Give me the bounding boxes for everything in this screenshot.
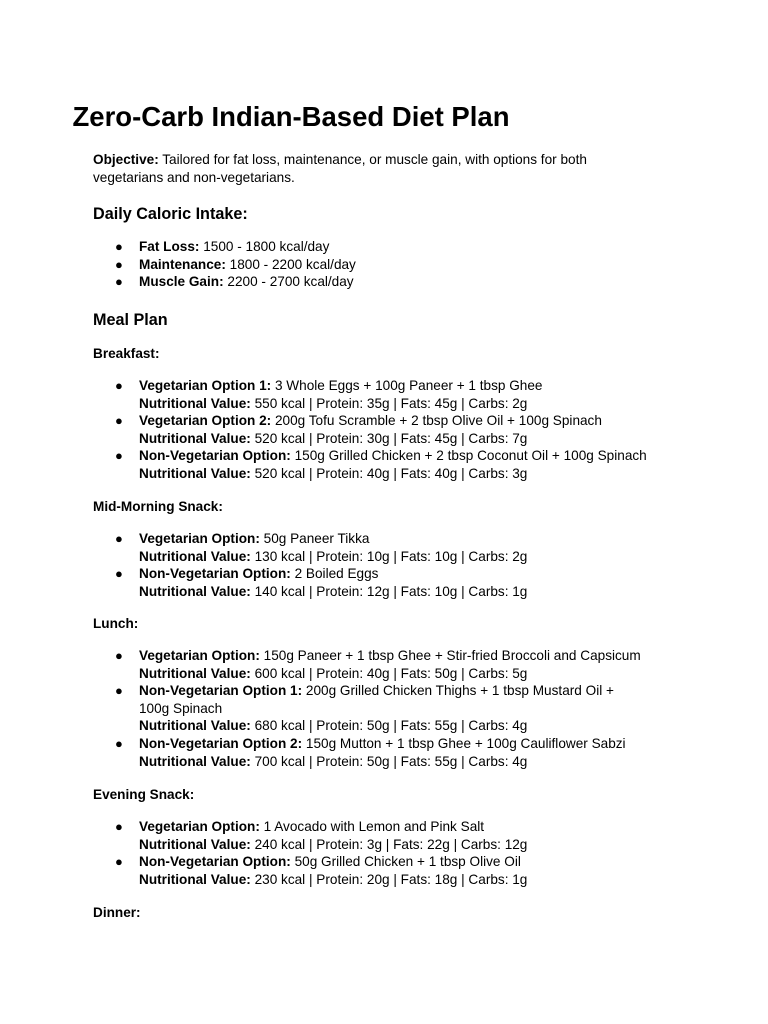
list-item bbox=[93, 377, 693, 412]
meal-plan-heading: Meal Plan bbox=[93, 311, 168, 329]
breakfast-list bbox=[93, 377, 693, 483]
option-label: Non-Vegetarian Option: bbox=[139, 854, 291, 870]
nutrition-value: 550 kcal | Protein: 35g | Fats: 45g | Carbs: 2g bbox=[250, 395, 528, 411]
option-text: 150g Grilled Chicken + 2 tbsp Coconut Oil + 100g Spinach bbox=[290, 448, 647, 464]
nutrition-value: 520 kcal | Protein: 30g | Fats: 45g | Carbs: 7g bbox=[250, 430, 528, 446]
breakfast-heading: Breakfast: bbox=[93, 346, 160, 361]
option-label: Vegetarian Option 2: bbox=[139, 413, 272, 429]
option-text: 50g Grilled Chicken + 1 tbsp Olive Oil bbox=[290, 854, 521, 870]
option-text: 150g Mutton + 1 tbsp Ghee + 100g Cauliflower Sabzi bbox=[302, 735, 626, 751]
nutrition-label: Nutritional Value: bbox=[139, 753, 251, 769]
bullet-icon: ● bbox=[115, 256, 123, 272]
item-value: 1500 - 1800 kcal/day bbox=[199, 239, 330, 254]
nutrition-label: Nutritional Value: bbox=[139, 718, 251, 734]
option-label: Non-Vegetarian Option: bbox=[139, 566, 291, 582]
option-label: Vegetarian Option: bbox=[139, 648, 260, 663]
list-item bbox=[93, 647, 693, 682]
nutrition-label: Nutritional Value: bbox=[139, 465, 251, 481]
option-text: 50g Paneer Tikka bbox=[259, 531, 370, 546]
option-label: Vegetarian Option: bbox=[139, 531, 260, 546]
bullet-icon: ● bbox=[115, 274, 123, 290]
option-text: 200g Tofu Scramble + 2 tbsp Olive Oil + 100g Spinach bbox=[271, 413, 602, 429]
lunch-heading: Lunch: bbox=[93, 616, 139, 631]
nutrition-value: 520 kcal | Protein: 40g | Fats: 40g | Carbs: 3g bbox=[250, 465, 528, 481]
option-text: 3 Whole Eggs + 100g Paneer + 1 tbsp Ghee bbox=[271, 378, 543, 393]
list-item bbox=[93, 238, 693, 256]
bullet-icon: ● bbox=[115, 819, 123, 834]
option-text: 200g Grilled Chicken Thighs + 1 tbsp Mustard Oil + 100g Spinach bbox=[139, 683, 614, 716]
nutrition-label: Nutritional Value: bbox=[139, 665, 251, 681]
bullet-icon: ● bbox=[115, 378, 123, 393]
option-label: Non-Vegetarian Option: bbox=[139, 448, 291, 464]
list-item bbox=[93, 565, 693, 600]
evening-heading: Evening Snack: bbox=[93, 787, 195, 802]
evening-list bbox=[93, 818, 693, 888]
bullet-icon: ● bbox=[115, 735, 123, 751]
objective-text: Tailored for fat loss, maintenance, or muscle gain, with options for both vegetarians and non-vegetarians. bbox=[93, 152, 587, 185]
list-item bbox=[93, 735, 693, 770]
list-item bbox=[93, 447, 693, 482]
item-value: 1800 - 2200 kcal/day bbox=[225, 256, 356, 272]
list-item bbox=[93, 530, 693, 565]
item-label: Maintenance: bbox=[139, 256, 226, 272]
nutrition-value: 600 kcal | Protein: 40g | Fats: 50g | Carbs: 5g bbox=[250, 665, 528, 681]
list-item bbox=[93, 256, 693, 274]
option-text: 2 Boiled Eggs bbox=[290, 566, 379, 582]
nutrition-label: Nutritional Value: bbox=[139, 583, 251, 599]
bullet-icon: ● bbox=[115, 566, 123, 582]
objective-label: Objective: bbox=[93, 152, 159, 167]
nutrition-label: Nutritional Value: bbox=[139, 430, 251, 446]
bullet-icon: ● bbox=[115, 413, 123, 429]
mid-morning-list bbox=[93, 530, 693, 600]
objective-paragraph bbox=[93, 151, 653, 186]
nutrition-value: 230 kcal | Protein: 20g | Fats: 18g | Carbs: 1g bbox=[250, 871, 528, 887]
nutrition-label: Nutritional Value: bbox=[139, 871, 251, 887]
item-label: Fat Loss: bbox=[139, 239, 200, 254]
nutrition-value: 140 kcal | Protein: 12g | Fats: 10g | Carbs: 1g bbox=[250, 583, 528, 599]
item-label: Muscle Gain: bbox=[139, 274, 224, 290]
list-item bbox=[93, 412, 693, 447]
dinner-heading: Dinner: bbox=[93, 905, 141, 920]
nutrition-value: 240 kcal | Protein: 3g | Fats: 22g | Carbs: 12g bbox=[250, 836, 528, 852]
list-item bbox=[93, 818, 693, 853]
nutrition-label: Nutritional Value: bbox=[139, 836, 251, 852]
page-title: Zero-Carb Indian-Based Diet Plan bbox=[72, 101, 510, 132]
nutrition-value: 680 kcal | Protein: 50g | Fats: 55g | Carbs: 4g bbox=[250, 718, 528, 734]
list-item bbox=[93, 853, 693, 888]
bullet-icon: ● bbox=[115, 683, 123, 699]
bullet-icon: ● bbox=[115, 531, 123, 546]
bullet-icon: ● bbox=[115, 854, 123, 870]
bullet-icon: ● bbox=[115, 448, 123, 464]
option-label: Non-Vegetarian Option 2: bbox=[139, 735, 303, 751]
nutrition-value: 130 kcal | Protein: 10g | Fats: 10g | Carbs: 2g bbox=[250, 548, 528, 564]
list-item bbox=[93, 682, 693, 735]
nutrition-value: 700 kcal | Protein: 50g | Fats: 55g | Carbs: 4g bbox=[250, 753, 528, 769]
caloric-list bbox=[93, 238, 693, 291]
mid-morning-heading: Mid-Morning Snack: bbox=[93, 499, 223, 514]
list-item bbox=[93, 273, 693, 291]
option-label: Vegetarian Option 1: bbox=[139, 378, 272, 393]
option-label: Non-Vegetarian Option 1: bbox=[139, 683, 303, 699]
bullet-icon: ● bbox=[115, 648, 123, 663]
nutrition-label: Nutritional Value: bbox=[139, 548, 251, 564]
lunch-list bbox=[93, 647, 693, 770]
option-text: 1 Avocado with Lemon and Pink Salt bbox=[259, 819, 485, 834]
caloric-heading: Daily Caloric Intake: bbox=[93, 205, 248, 223]
bullet-icon: ● bbox=[115, 239, 123, 254]
nutrition-label: Nutritional Value: bbox=[139, 395, 251, 411]
option-label: Vegetarian Option: bbox=[139, 819, 260, 834]
option-text: 150g Paneer + 1 tbsp Ghee + Stir-fried Broccoli and Capsicum bbox=[259, 648, 641, 663]
item-value: 2200 - 2700 kcal/day bbox=[223, 274, 354, 290]
